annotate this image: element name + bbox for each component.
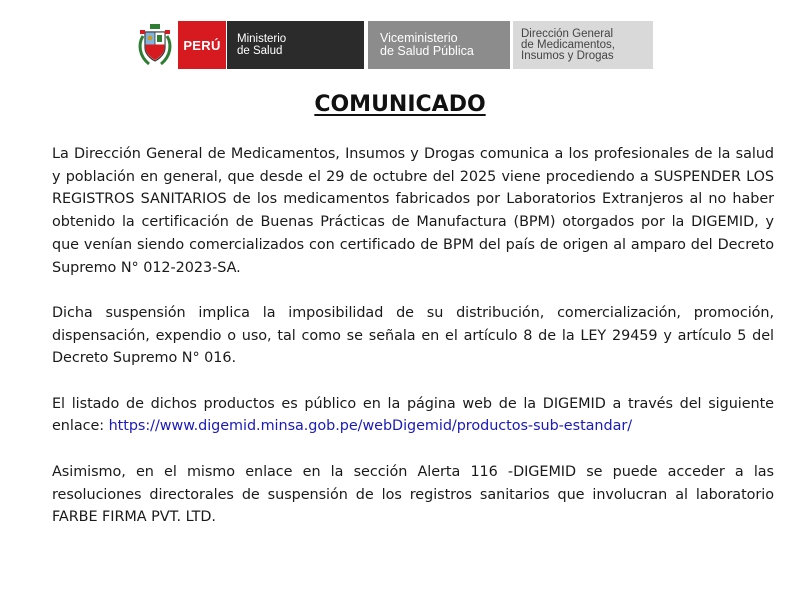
- paragraph-2: Dicha suspensión implica la imposibilidad de su distribución, comercialización, promoción, dispensación, expendio o uso, tal como se señala en el artículo 8 de la LEY 29459 y artículo 5 del Decreto Supremo N° 016.: [52, 304, 774, 367]
- paragraph-4: Asimismo, en el mismo enlace en la sección Alerta 116 -DIGEMID se puede acceder a las resoluciones directorales de suspensión de los registros sanitarios que involucran al laboratorio FARBE FIRMA PVT. LTD.: [52, 463, 774, 526]
- paragraph-3: [52, 393, 774, 438]
- dgm-line-2: de Medicamentos,: [521, 38, 615, 51]
- viceministry-block: [368, 21, 510, 69]
- peru-coat-of-arms-icon: [136, 21, 174, 69]
- dgm-line-3: Insumos y Drogas: [521, 49, 614, 62]
- productos-sub-estandar-link[interactable]: https://www.digemid.minsa.gob.pe/webDigemid/productos-sub-estandar/: [108, 418, 633, 435]
- digemid-block: [513, 21, 653, 69]
- document-body: [52, 143, 774, 552]
- ministry-line-2: de Salud: [237, 45, 283, 57]
- paragraph-1: La Dirección General de Medicamentos, Insumos y Drogas comunica a los profesionales de la salud y población en general, que desde el 29 de octubre del 2025 viene procediendo a SUSPENDER LOS REGISTROS SANITARIOS de los medicamentos fabricados por Laboratorios Extranjeros al no haber obtenido la certificación de Buenas Prácticas de Manufactura (BPM) otorgados por la DIGEMID, y que venían siendo comercializados con certificado de BPM del país de origen al amparo del Decreto Supremo N° 012-2023-SA.: [52, 146, 774, 276]
- vice-line-2: de Salud Pública: [380, 44, 474, 58]
- dgm-line-1: Dirección General: [521, 27, 614, 40]
- country-label: PERÚ: [183, 37, 221, 53]
- paragraph-3-text: El listado de dichos productos es público en la página web de la DIGEMID a través del siguiente enlace:: [52, 395, 774, 435]
- peru-brand-block: [178, 21, 226, 69]
- ministry-block: [226, 21, 364, 69]
- page-title: COMUNICADO: [314, 92, 486, 117]
- header-logo-bar: [136, 21, 653, 69]
- vice-line-1: Viceministerio: [380, 31, 458, 45]
- ministry-line-1: Ministerio: [237, 33, 287, 45]
